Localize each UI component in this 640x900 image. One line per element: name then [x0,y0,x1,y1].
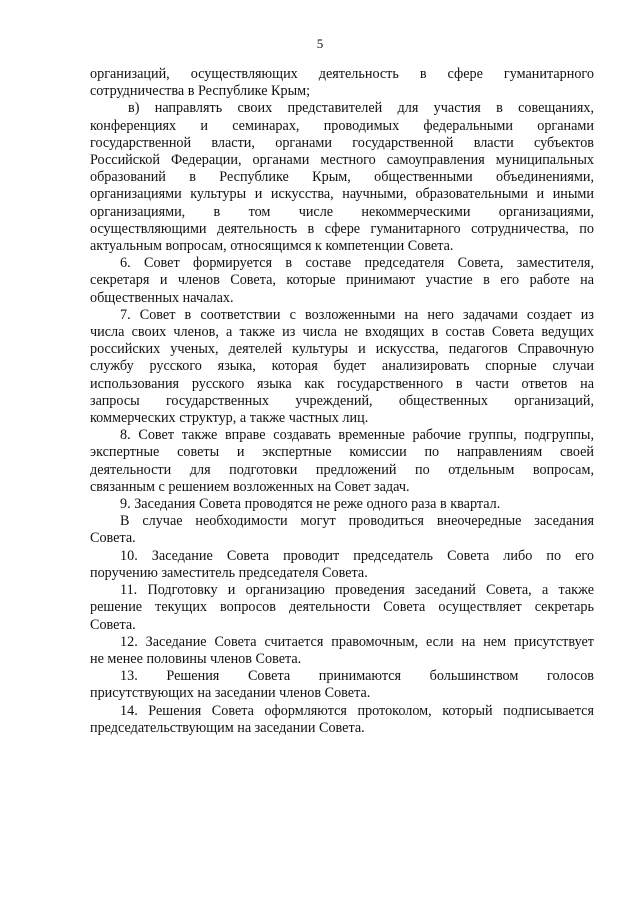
text-line: В случае необходимости могут проводиться внеочередные заседания [120,513,594,530]
paragraph-9 [90,496,594,513]
text-line: сотрудничества в Республике Крым; [90,83,311,100]
text-line: секретаря и членов Совета, которые принимают участие в его работе на [90,272,594,289]
text-line: коммерческих структур, а также частных лиц. [90,410,369,427]
paragraph-13 [90,668,594,702]
text-line: председательствующим на заседании Совета. [90,719,365,736]
paragraph-6 [90,255,594,307]
text-line: использования русского языка как государственного в части ответов на [90,375,594,392]
text-line: российских ученых, деятелей культуры и искусства, педагогов Справочную [90,341,594,358]
text-line: 9. Заседания Совета проводятся не реже одного раза в квартал. [120,496,501,513]
paragraph-14 [90,703,594,737]
document-body [90,66,594,737]
text-line: осуществляющими деятельность в сфере гуманитарного сотрудничества, по [90,220,594,237]
text-line: 10. Заседание Совета проводит председатель Совета либо по его [120,547,594,564]
text-line: решение текущих вопросов деятельности Совета осуществляет секретарь [90,599,594,616]
text-line: организациями, в том числе некоммерческими организациями, [90,203,594,220]
text-line: 13. Решения Совета принимаются большинством голосов [120,668,594,685]
text-line: Российской Федерации, органами местного самоуправления муниципальных [90,152,594,169]
text-line: поручению заместитель председателя Совета. [90,564,368,581]
text-line: актуальным вопросам, относящимся к компетенции Совета. [90,238,454,255]
text-line: общественных началах. [90,289,234,306]
text-line: не менее половины членов Совета. [90,650,302,667]
text-line: связанным с решением возложенных на Совет задач. [90,478,410,495]
paragraph-12 [90,634,594,668]
text-line: конференциях и семинарах, проводимых федеральными органами [90,117,594,134]
paragraph-v [90,100,594,255]
text-line: Совета. [90,616,136,633]
text-line: экспертные советы и экспертные комиссии по направлениям своей [90,444,594,461]
text-line: Совета. [90,530,136,547]
text-line: 7. Совет в соответствии с возложенными на него задачами создает из [120,306,594,323]
page-number: 5 [316,36,324,51]
text-line: государственной власти, органами государственной власти субъектов [90,134,594,151]
text-line: запросы государственных учреждений, общественных организаций, [90,392,594,409]
paragraph-continuation [90,66,594,100]
text-line: присутствующих на заседании членов Совета. [90,685,371,702]
text-line: деятельности для подготовки предложений по отдельным вопросам, [90,461,594,478]
text-line: 12. Заседание Совета считается правомочным, если на нем присутствует [120,633,594,650]
text-line: службу русского языка, которая будет анализировать спорные случаи [90,358,594,375]
text-line: 8. Совет также вправе создавать временные рабочие группы, подгруппы, [120,427,594,444]
paragraph-9b [90,513,594,547]
text-line: числа своих членов, а также из числа не входящих в состав Совета ведущих [90,324,594,341]
text-line: образований в Республике Крым, общественными объединениями, [90,169,594,186]
paragraph-11 [90,582,594,634]
text-line: 11. Подготовку и организацию проведения заседаний Совета, а также [120,582,594,599]
text-line: в) направлять своих представителей для участия в совещаниях, [128,100,594,117]
paragraph-8 [90,427,594,496]
text-line: организаций, осуществляющих деятельность в сфере гуманитарного [90,66,594,82]
paragraph-10 [90,548,594,582]
text-line: 6. Совет формируется в составе председателя Совета, заместителя, [120,255,594,272]
paragraph-7 [90,307,594,427]
text-line: организациями культуры и искусства, научными, образовательными и иными [90,186,594,203]
text-line: 14. Решения Совета оформляются протоколом, который подписывается [120,702,594,719]
